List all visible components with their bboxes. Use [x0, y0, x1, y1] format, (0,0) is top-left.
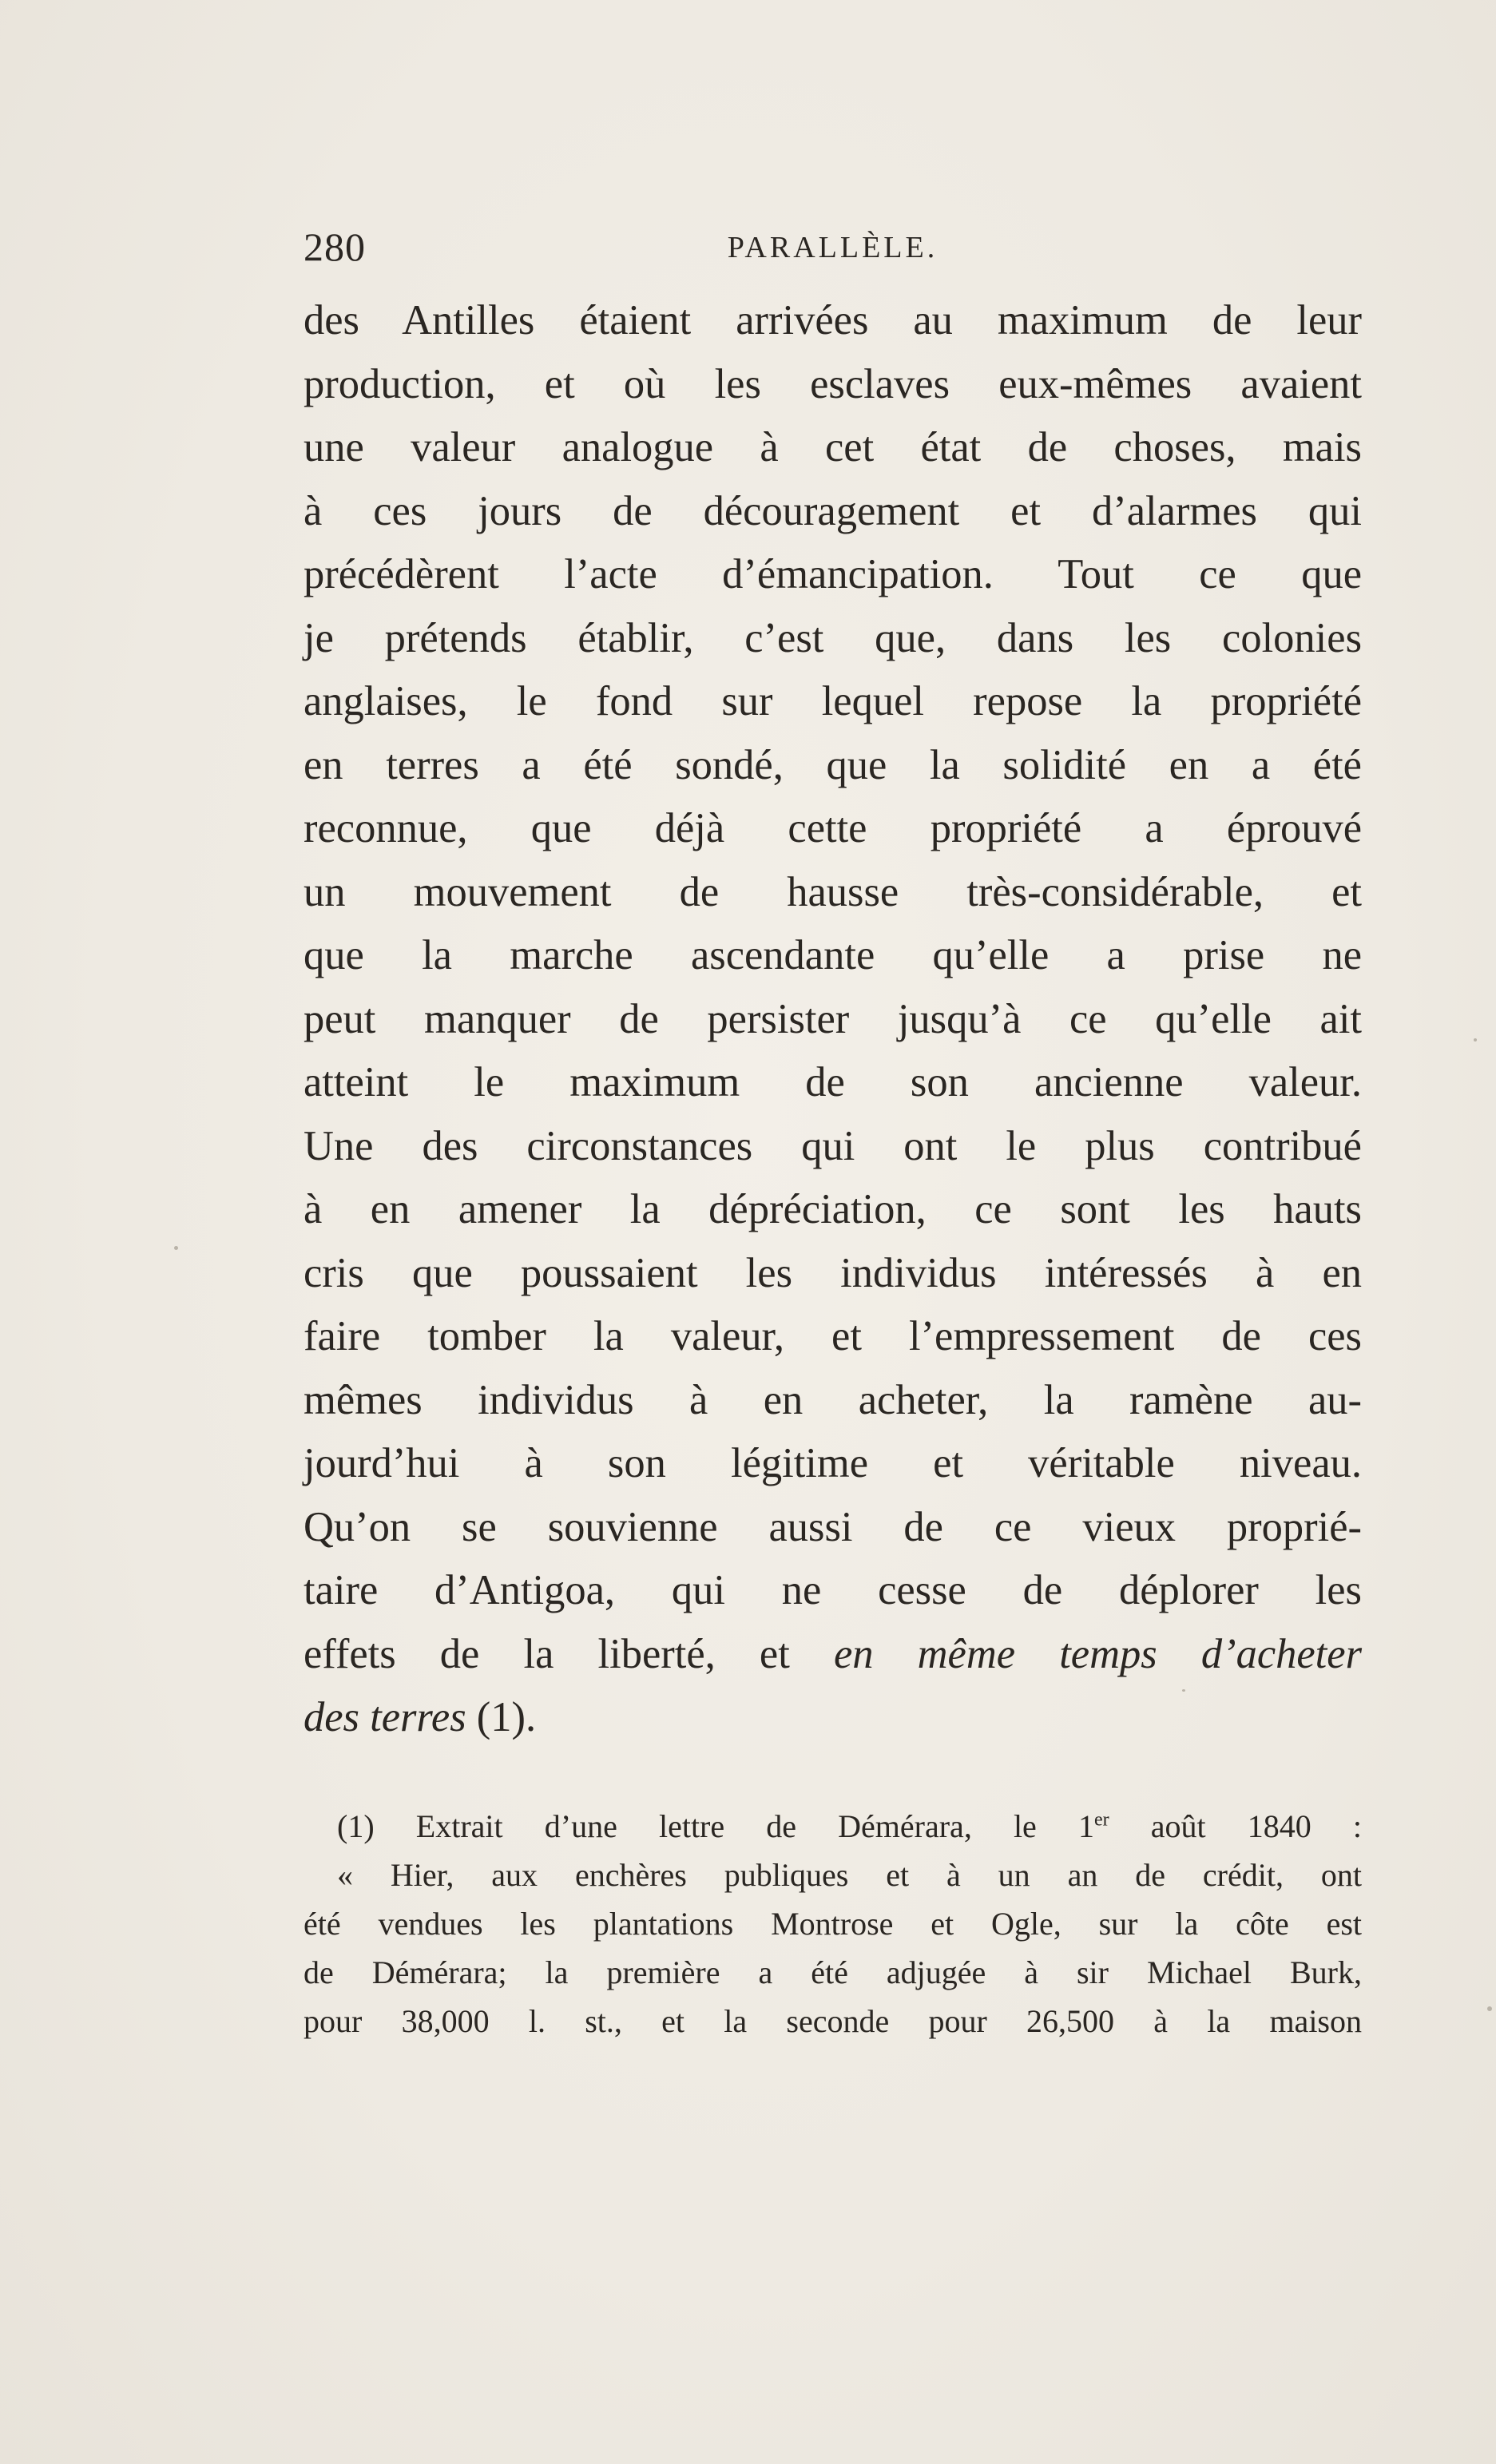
footnote-line: « Hier, aux enchères publiques et à un an de crédit, ont	[337, 1857, 1362, 1893]
superscript: er	[1093, 1809, 1109, 1831]
text-line: production, et où les esclaves eux-mêmes avaient	[304, 360, 1362, 407]
footnote-line: été vendues les plantations Montrose et Ogle, sur la côte est	[304, 1906, 1362, 1942]
text-line: cris que poussaient les individus intéressés à en	[304, 1249, 1362, 1296]
text-line: une valeur analogue à cet état de choses, mais	[304, 424, 1362, 470]
page-number: 280	[304, 224, 366, 269]
text-line: mêmes individus à en acheter, la ramène au-	[304, 1376, 1362, 1423]
text-line: reconnue, que déjà cette propriété a éprouvé	[304, 805, 1362, 851]
text-line: peut manquer de persister jusqu’à ce qu’elle ait	[304, 995, 1362, 1042]
paper-speck	[174, 1246, 178, 1250]
text-line: taire d’Antigoa, qui ne cesse de déplorer les	[304, 1567, 1362, 1613]
footnote-heading-date: août 1840 :	[1109, 1808, 1362, 1844]
italic-phrase: en même temps d’acheter	[833, 1630, 1363, 1677]
text-line: un mouvement de hausse très-considérable, et	[304, 868, 1362, 915]
footnote	[304, 1802, 1362, 2045]
text-line: en terres a été sondé, que la solidité en a été	[304, 741, 1362, 788]
text-line: anglaises, le fond sur lequel repose la propriété	[304, 678, 1362, 724]
footnote-line: de Démérara; la première a été adjugée à sir Michael Burk,	[304, 1954, 1362, 1990]
paper-speck	[1487, 2006, 1492, 2011]
text-line: à ces jours de découragement et d’alarmes qui	[304, 487, 1362, 534]
body-text	[304, 289, 1362, 1750]
text-line: Une des circonstances qui ont le plus contribué	[304, 1122, 1362, 1169]
paper-speck	[1474, 1038, 1477, 1042]
text-line: que la marche ascendante qu’elle a prise ne	[304, 932, 1362, 978]
text-line: atteint le maximum de son ancienne valeur.	[304, 1059, 1362, 1105]
text-line: je prétends établir, c’est que, dans les colonies	[304, 614, 1362, 661]
footnote-heading: (1) Extrait d’une lettre de Démérara, le 1	[337, 1808, 1094, 1844]
text-line: jourd’hui à son légitime et véritable niveau.	[304, 1440, 1362, 1486]
text-line: à en amener la dépréciation, ce sont les hauts	[304, 1186, 1362, 1232]
text-line-final	[304, 1686, 1362, 1750]
text-line-with-italic	[304, 1623, 1362, 1687]
footnote-line: pour 38,000 l. st., et la seconde pour 26,500 à la maison	[304, 2003, 1362, 2039]
text-segment: effets de la liberté, et	[304, 1630, 790, 1677]
text-line: des Antilles étaient arrivées au maximum de leur	[304, 297, 1362, 343]
text-line: précédèrent l’acte d’émancipation. Tout ce que	[304, 551, 1362, 597]
running-title: PARALLÈLE.	[727, 231, 938, 264]
footnote-line	[304, 1802, 1362, 1851]
paper-speck	[1182, 1689, 1185, 1692]
page-header	[304, 224, 1362, 280]
footnote-reference: (1).	[476, 1694, 537, 1740]
text-line: Qu’on se souvienne aussi de ce vieux proprié-	[304, 1503, 1362, 1550]
italic-phrase: des terres	[304, 1694, 466, 1740]
text-line: faire tomber la valeur, et l’empressement de ces	[304, 1313, 1362, 1359]
